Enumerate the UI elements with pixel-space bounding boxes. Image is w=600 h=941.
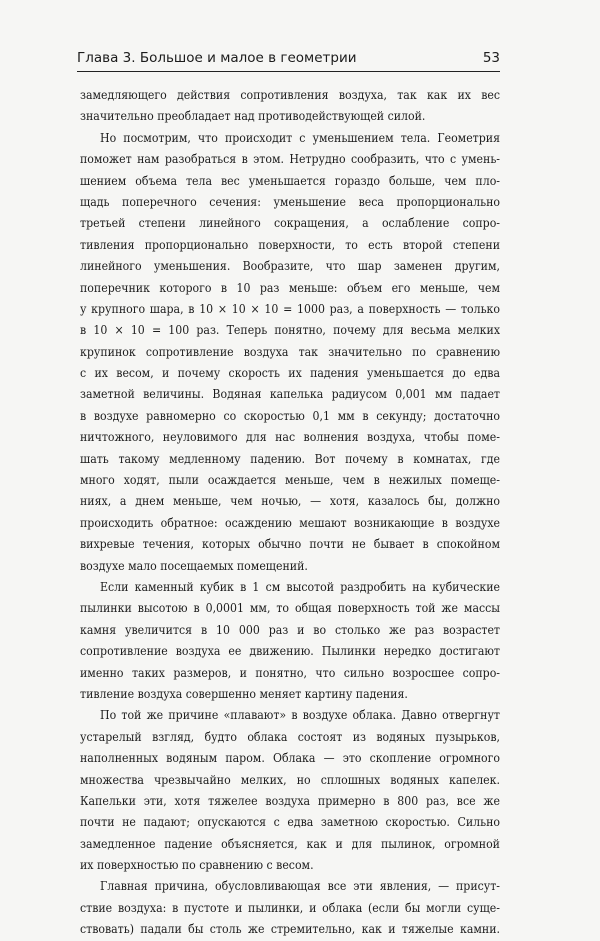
- text-line: устарелый взгляд, будто облака состоят из водяных пузырьков,: [80, 729, 500, 744]
- text-line: Если каменный кубик в 1 см высотой раздробить на кубические: [100, 579, 500, 594]
- text-line: множества чрезвычайно мелких, но сплошных водяных капелек.: [80, 772, 500, 787]
- paragraph: [80, 577, 500, 705]
- text-line: ничтожного, неуловимого для нас волнения воздуха, чтобы поме-: [80, 430, 500, 445]
- running-header: [77, 47, 500, 72]
- text-line: Главная причина, обусловливающая все эти явления, — присут-: [100, 879, 500, 894]
- text-line: Капельки эти, хотя тяжелее воздуха примерно в 800 раз, все же: [80, 793, 500, 808]
- text-line: тивления пропорционально поверхности, то есть второй степени: [80, 237, 500, 252]
- chapter-title: Глава 3. Большое и малое в геометрии: [77, 50, 357, 66]
- text-line: ствие воздуха: в пустоте и пылинки, и облака (если бы могли суще-: [80, 900, 500, 915]
- text-line: линейного уменьшения. Вообразите, что шар заменен другим,: [80, 259, 500, 274]
- text-line: тивление воздуха совершенно меняет картину падения.: [80, 686, 408, 701]
- text-line: щадь поперечного сечения: уменьшение веса пропорционально: [80, 194, 500, 209]
- text-line: именно таких размеров, и понятно, что сильно возросшее сопро-: [80, 665, 500, 680]
- text-line: шать такому медленному падению. Вот почему в комнатах, где: [80, 451, 500, 466]
- text-line: крупинок сопротивление воздуха так значительно по сравнению: [80, 344, 500, 359]
- text-line: воздухе мало посещаемых помещений.: [80, 558, 308, 573]
- text-line: поперечник которого в 10 раз меньше: объем его меньше, чем: [80, 280, 500, 295]
- text-line: По той же причине «плавают» в воздухе облака. Давно отвергнут: [100, 708, 500, 723]
- text-line: сопротивление воздуха ее движению. Пылинки нередко достигают: [80, 644, 500, 659]
- paragraph: [80, 876, 500, 940]
- body-text: [80, 85, 500, 941]
- paragraph: [80, 85, 500, 128]
- text-line: их поверхностью по сравнению с весом.: [80, 858, 314, 873]
- text-line: третьей степени линейного сокращения, а ослабление сопро-: [80, 216, 500, 231]
- text-line: в 10 × 10 = 100 раз. Теперь понятно, почему для весьма мелких: [80, 323, 500, 338]
- text-line: с их весом, и почему скорость их падения уменьшается до едва: [80, 366, 500, 381]
- text-line: почти не падают; опускаются с едва заметною скоростью. Сильно: [80, 815, 500, 830]
- text-line: заметной величины. Водяная капелька радиусом 0,001 мм падает: [80, 387, 500, 402]
- text-line: наполненных водяным паром. Облака — это скопление огромного: [80, 751, 500, 766]
- text-line: много ходят, пыли осаждается меньше, чем в нежилых помеще-: [80, 473, 500, 488]
- text-line: в воздухе равномерно со скоростью 0,1 мм в секунду; достаточно: [80, 408, 500, 423]
- text-line: камня увеличится в 10 000 раз и во столько же раз возрастет: [80, 622, 500, 637]
- paragraph: [80, 128, 500, 577]
- page-number: 53: [482, 50, 500, 66]
- paragraph: [80, 705, 500, 876]
- text-line: вихревые течения, которых обычно почти не бывает в спокойном: [80, 537, 500, 552]
- text-line: замедляющего действия сопротивления воздуха, так как их вес: [80, 88, 500, 102]
- text-line: шением объема тела вес уменьшается гораздо больше, чем пло-: [80, 173, 500, 188]
- text-line: пылинки высотою в 0,0001 мм, то общая поверхность той же масcы: [80, 601, 500, 616]
- text-line: поможет нам разобраться в этом. Нетрудно сообразить, что с умень-: [80, 152, 500, 167]
- text-line: ствовать) падали бы столь же стремительно, как и тяжелые камни.: [80, 922, 500, 937]
- text-line: происходить обратное: осаждению мешают возникающие в воздухе: [80, 515, 500, 530]
- text-line: значительно преобладает над противодействующей силой.: [80, 109, 426, 124]
- text-line: ниях, а днем меньше, чем ночью, — хотя, казалось бы, должно: [80, 494, 500, 509]
- text-line: замедленное падение объясняется, как и для пылинок, огромной: [80, 836, 500, 851]
- text-line: у крупного шара, в 10 × 10 × 10 = 1000 раз, а поверхность — только: [80, 301, 500, 316]
- text-line: Но посмотрим, что происходит с уменьшением тела. Геометрия: [100, 130, 500, 145]
